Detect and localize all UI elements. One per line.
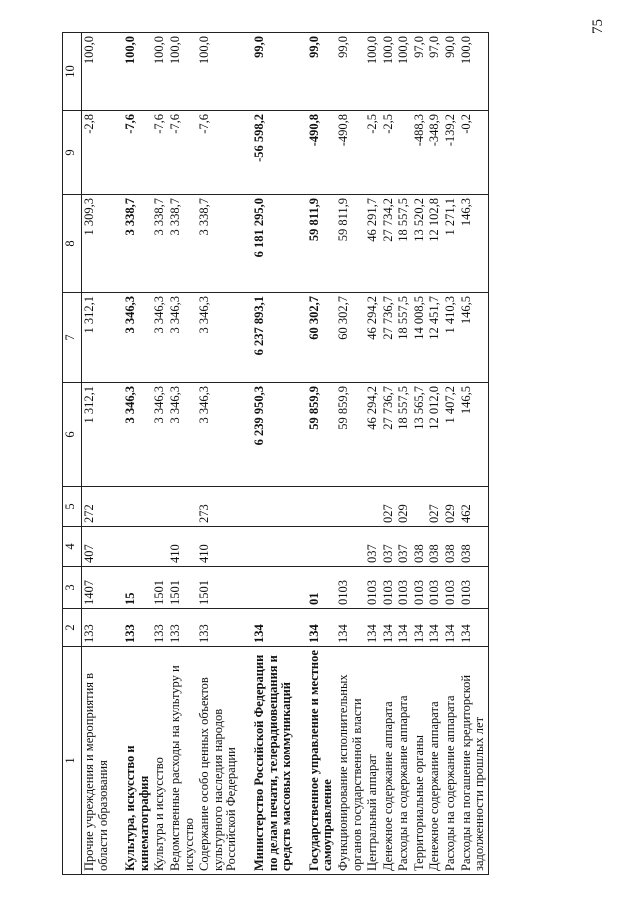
approved-amount: 59 859,9 xyxy=(336,383,365,487)
row-spacer xyxy=(111,33,123,875)
approved-amount: 12 012,0 xyxy=(427,383,443,487)
deviation-amount: -2,5 xyxy=(365,111,381,195)
section-code: 133 xyxy=(82,609,112,647)
subsection-code: 01 xyxy=(307,567,336,609)
deviation-amount: -139,2 xyxy=(443,111,459,195)
spacer-cell xyxy=(111,293,123,383)
approved-amount: 3 346,3 xyxy=(197,383,240,487)
target-code: 407 xyxy=(82,527,112,567)
column-header: 1 xyxy=(63,647,82,875)
table-row xyxy=(396,33,412,875)
target-code: 037 xyxy=(365,527,381,567)
target-code: 037 xyxy=(396,527,412,567)
percent-executed: 100,0 xyxy=(381,33,397,111)
deviation-amount: -2,8 xyxy=(82,111,112,195)
target-code xyxy=(123,527,152,567)
adjusted-amount: 3 346,3 xyxy=(152,293,168,383)
percent-executed: 97,0 xyxy=(427,33,443,111)
deviation-amount: -2,5 xyxy=(381,111,397,195)
executed-amount: 59 811,9 xyxy=(307,195,336,293)
percent-executed: 100,0 xyxy=(396,33,412,111)
approved-amount: 18 557,5 xyxy=(396,383,412,487)
deviation-amount: -7,6 xyxy=(197,111,240,195)
target-code: 038 xyxy=(459,527,489,567)
spacer-cell xyxy=(240,195,252,293)
table-row xyxy=(252,33,295,875)
expense-code xyxy=(336,487,365,527)
row-label: Ведомственные расходы на культуру и искусство xyxy=(168,647,197,875)
section-code: 134 xyxy=(252,609,295,647)
deviation-amount: -56 598,2 xyxy=(252,111,295,195)
spacer-cell xyxy=(295,195,307,293)
spacer-cell xyxy=(295,293,307,383)
deviation-amount: -7,6 xyxy=(152,111,168,195)
column-header: 8 xyxy=(63,195,82,293)
spacer-cell xyxy=(295,33,307,111)
spacer-cell xyxy=(240,383,252,487)
spacer-cell xyxy=(240,33,252,111)
target-code xyxy=(336,527,365,567)
section-code: 134 xyxy=(396,609,412,647)
section-code: 134 xyxy=(381,609,397,647)
expense-code xyxy=(152,487,168,527)
deviation-amount: -7,6 xyxy=(123,111,152,195)
percent-executed: 97,0 xyxy=(412,33,428,111)
expense-code: 027 xyxy=(427,487,443,527)
percent-executed: 100,0 xyxy=(365,33,381,111)
expense-code xyxy=(365,487,381,527)
section-code: 134 xyxy=(336,609,365,647)
row-label: Территориальные органы xyxy=(412,647,428,875)
section-code: 133 xyxy=(168,609,197,647)
table-row xyxy=(427,33,443,875)
subsection-code: 15 xyxy=(123,567,152,609)
executed-amount: 1 309,3 xyxy=(82,195,112,293)
expense-code xyxy=(307,487,336,527)
row-label: Денежное содержание аппарата xyxy=(427,647,443,875)
subsection-code: 0103 xyxy=(365,567,381,609)
subsection-code: 1501 xyxy=(152,567,168,609)
adjusted-amount: 12 451,7 xyxy=(427,293,443,383)
subsection-code: 0103 xyxy=(336,567,365,609)
spacer-cell xyxy=(111,487,123,527)
deviation-amount: -348,9 xyxy=(427,111,443,195)
table-row xyxy=(307,33,336,875)
deviation-amount: -7,6 xyxy=(168,111,197,195)
approved-amount: 13 565,7 xyxy=(412,383,428,487)
percent-executed: 100,0 xyxy=(168,33,197,111)
adjusted-amount: 1 312,1 xyxy=(82,293,112,383)
target-code: 038 xyxy=(427,527,443,567)
adjusted-amount: 6 237 893,1 xyxy=(252,293,295,383)
target-code: 038 xyxy=(443,527,459,567)
spacer-cell xyxy=(240,527,252,567)
column-header: 4 xyxy=(63,527,82,567)
executed-amount: 3 338,7 xyxy=(152,195,168,293)
percent-executed: 99,0 xyxy=(307,33,336,111)
row-label: Центральный аппарат xyxy=(365,647,381,875)
column-header: 2 xyxy=(63,609,82,647)
section-code: 134 xyxy=(443,609,459,647)
expense-code: 029 xyxy=(443,487,459,527)
row-label: Расходы на погашение кредиторской задолженности прошлых лет xyxy=(459,647,489,875)
adjusted-amount: 18 557,5 xyxy=(396,293,412,383)
spacer-cell xyxy=(111,567,123,609)
spacer-cell xyxy=(111,111,123,195)
expense-code: 462 xyxy=(459,487,489,527)
subsection-code: 1501 xyxy=(168,567,197,609)
executed-amount: 6 181 295,0 xyxy=(252,195,295,293)
adjusted-amount: 3 346,3 xyxy=(123,293,152,383)
row-spacer xyxy=(295,33,307,875)
subsection-code: 0103 xyxy=(412,567,428,609)
column-header: 3 xyxy=(63,567,82,609)
target-code: 038 xyxy=(412,527,428,567)
section-code: 134 xyxy=(427,609,443,647)
executed-amount: 27 734,2 xyxy=(381,195,397,293)
approved-amount: 3 346,3 xyxy=(152,383,168,487)
subsection-code: 0103 xyxy=(459,567,489,609)
column-header: 5 xyxy=(63,487,82,527)
expense-code: 272 xyxy=(82,487,112,527)
row-spacer xyxy=(240,33,252,875)
executed-amount: 1 271,1 xyxy=(443,195,459,293)
expense-code xyxy=(252,487,295,527)
row-label: Денежное содержание аппарата xyxy=(381,647,397,875)
percent-executed: 100,0 xyxy=(123,33,152,111)
percent-executed: 100,0 xyxy=(82,33,112,111)
column-header: 7 xyxy=(63,293,82,383)
adjusted-amount: 14 008,5 xyxy=(412,293,428,383)
table-header-row xyxy=(63,33,82,875)
subsection-code: 1501 xyxy=(197,567,240,609)
section-code: 133 xyxy=(197,609,240,647)
spacer-cell xyxy=(240,111,252,195)
expense-code: 029 xyxy=(396,487,412,527)
spacer-cell xyxy=(240,647,252,875)
target-code xyxy=(252,527,295,567)
spacer-cell xyxy=(295,567,307,609)
column-header: 10 xyxy=(63,33,82,111)
page-number: 75 xyxy=(590,19,606,34)
spacer-cell xyxy=(111,609,123,647)
percent-executed: 100,0 xyxy=(152,33,168,111)
table-row xyxy=(336,33,365,875)
section-code: 134 xyxy=(459,609,489,647)
spacer-cell xyxy=(295,527,307,567)
rotated-page xyxy=(62,33,586,875)
row-label: Функционирование исполнительных органов государственной власти xyxy=(336,647,365,875)
percent-executed: 100,0 xyxy=(197,33,240,111)
spacer-cell xyxy=(295,111,307,195)
percent-executed: 90,0 xyxy=(443,33,459,111)
approved-amount: 59 859,9 xyxy=(307,383,336,487)
table-row xyxy=(459,33,489,875)
deviation-amount: -488,3 xyxy=(412,111,428,195)
spacer-cell xyxy=(240,487,252,527)
adjusted-amount: 3 346,3 xyxy=(168,293,197,383)
table-row xyxy=(365,33,381,875)
subsection-code: 0103 xyxy=(427,567,443,609)
spacer-cell xyxy=(240,293,252,383)
approved-amount: 6 239 950,3 xyxy=(252,383,295,487)
table-row xyxy=(197,33,240,875)
column-header: 9 xyxy=(63,111,82,195)
expense-code xyxy=(123,487,152,527)
percent-executed: 99,0 xyxy=(252,33,295,111)
adjusted-amount: 60 302,7 xyxy=(336,293,365,383)
executed-amount: 3 338,7 xyxy=(123,195,152,293)
row-label: Содержание особо ценных объектов культурного наследия народов Российской Федерации xyxy=(197,647,240,875)
expense-code: 027 xyxy=(381,487,397,527)
spacer-cell xyxy=(111,383,123,487)
spacer-cell xyxy=(240,609,252,647)
table-row xyxy=(123,33,152,875)
spacer-cell xyxy=(111,527,123,567)
spacer-cell xyxy=(111,33,123,111)
target-code: 410 xyxy=(197,527,240,567)
approved-amount: 1 312,1 xyxy=(82,383,112,487)
target-code xyxy=(307,527,336,567)
adjusted-amount: 46 294,2 xyxy=(365,293,381,383)
executed-amount: 18 557,5 xyxy=(396,195,412,293)
spacer-cell xyxy=(295,647,307,875)
executed-amount: 3 338,7 xyxy=(168,195,197,293)
expense-code: 273 xyxy=(197,487,240,527)
approved-amount: 1 407,2 xyxy=(443,383,459,487)
table-row xyxy=(443,33,459,875)
row-label: Расходы на содержание аппарата xyxy=(443,647,459,875)
adjusted-amount: 3 346,3 xyxy=(197,293,240,383)
expense-code xyxy=(168,487,197,527)
section-code: 134 xyxy=(307,609,336,647)
spacer-cell xyxy=(295,609,307,647)
approved-amount: 46 294,2 xyxy=(365,383,381,487)
subsection-code: 0103 xyxy=(381,567,397,609)
table-row xyxy=(82,33,112,875)
row-label: Культура и искусство xyxy=(152,647,168,875)
row-label: Министерство Российской Федерации по делам печати, телерадиовещания и средств массовых коммуникаций xyxy=(252,647,295,875)
deviation-amount xyxy=(396,111,412,195)
deviation-amount: -0,2 xyxy=(459,111,489,195)
approved-amount: 3 346,3 xyxy=(168,383,197,487)
percent-executed: 99,0 xyxy=(336,33,365,111)
adjusted-amount: 60 302,7 xyxy=(307,293,336,383)
deviation-amount: -490,8 xyxy=(307,111,336,195)
subsection-code: 1407 xyxy=(82,567,112,609)
row-label: Культура, искусство и кинематография xyxy=(123,647,152,875)
row-label: Государственное управление и местное самоуправление xyxy=(307,647,336,875)
target-code: 410 xyxy=(168,527,197,567)
spacer-cell xyxy=(240,567,252,609)
target-code: 037 xyxy=(381,527,397,567)
adjusted-amount: 1 410,3 xyxy=(443,293,459,383)
executed-amount: 12 102,8 xyxy=(427,195,443,293)
table-row xyxy=(168,33,197,875)
expense-code xyxy=(412,487,428,527)
row-label: Прочие учреждения и мероприятия в области образования xyxy=(82,647,112,875)
adjusted-amount: 146,5 xyxy=(459,293,489,383)
approved-amount: 3 346,3 xyxy=(123,383,152,487)
subsection-code xyxy=(252,567,295,609)
executed-amount: 46 291,7 xyxy=(365,195,381,293)
adjusted-amount: 27 736,7 xyxy=(381,293,397,383)
subsection-code: 0103 xyxy=(396,567,412,609)
approved-amount: 146,5 xyxy=(459,383,489,487)
executed-amount: 3 338,7 xyxy=(197,195,240,293)
spacer-cell xyxy=(295,383,307,487)
approved-amount: 27 736,7 xyxy=(381,383,397,487)
deviation-amount: -490,8 xyxy=(336,111,365,195)
executed-amount: 13 520,2 xyxy=(412,195,428,293)
spacer-cell xyxy=(111,195,123,293)
table-body xyxy=(82,33,489,875)
executed-amount: 59 811,9 xyxy=(336,195,365,293)
row-label: Расходы на содержание аппарата xyxy=(396,647,412,875)
budget-table xyxy=(62,32,489,875)
section-code: 134 xyxy=(412,609,428,647)
table-row xyxy=(412,33,428,875)
table-row xyxy=(152,33,168,875)
table-row xyxy=(381,33,397,875)
executed-amount: 146,3 xyxy=(459,195,489,293)
column-header: 6 xyxy=(63,383,82,487)
spacer-cell xyxy=(295,487,307,527)
spacer-cell xyxy=(111,647,123,875)
subsection-code: 0103 xyxy=(443,567,459,609)
percent-executed: 100,0 xyxy=(459,33,489,111)
section-code: 134 xyxy=(365,609,381,647)
section-code: 133 xyxy=(152,609,168,647)
target-code xyxy=(152,527,168,567)
section-code: 133 xyxy=(123,609,152,647)
